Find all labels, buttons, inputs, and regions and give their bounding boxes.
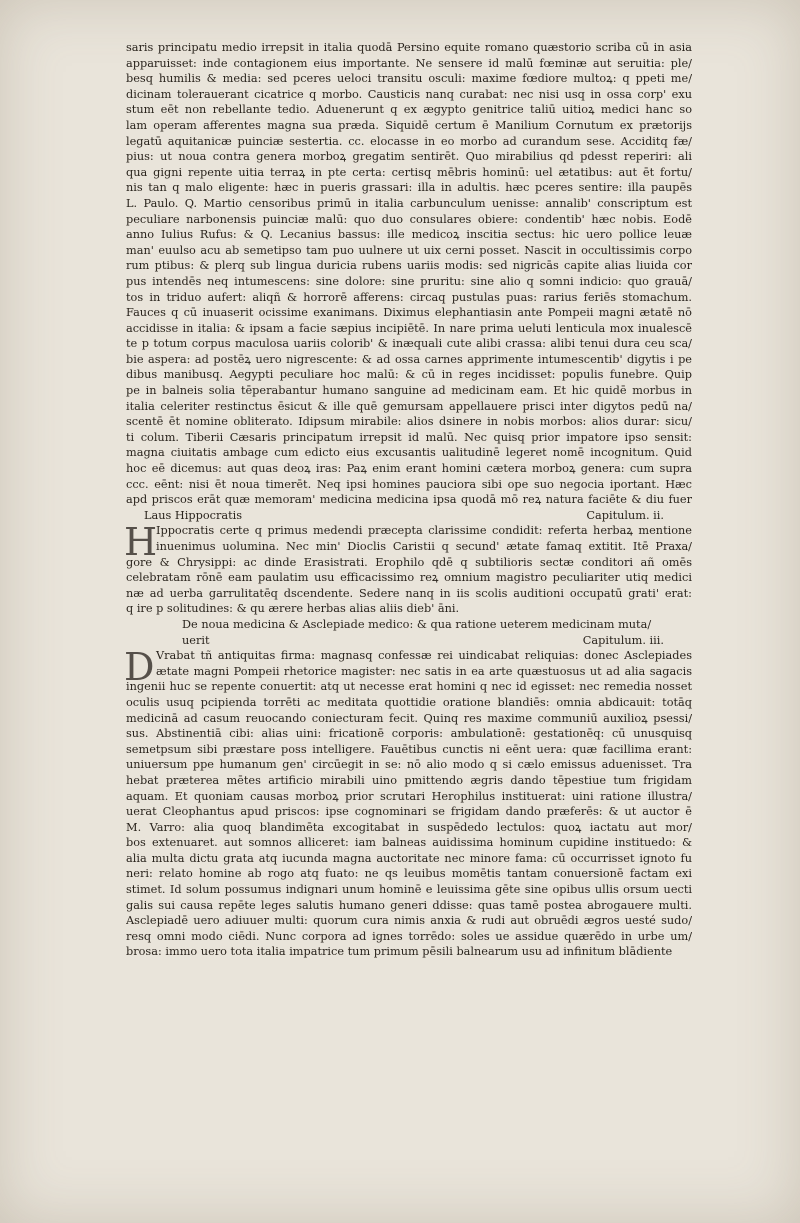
chapter-number: Capitulum. iii. bbox=[582, 633, 664, 647]
text-line: ccc. eēnt: nisi ēt noua timerēt. Neq ipsi homines pauciora sibi ope suo negocia iportant. Hæc bbox=[126, 477, 692, 491]
text-line: uniuersum ppe humanum gen' circūegit in se: nō alio modo q si cælo emissus aduenisset. Tra bbox=[126, 758, 692, 772]
text-line: italia celeriter restinctus ēsicut & ille quē gemursam appellauere prisci inter digytos pedū na/ bbox=[126, 399, 692, 413]
text-line: besq humilis & media: sed pceres ueloci transitu osculi: maxime fœdiore multoꝝ: q ppeti me/ bbox=[126, 72, 692, 86]
text-line: alia multa dictu grata atq iucunda magna auctoritate nec minore fama: cū occurrisset ignoto fu bbox=[126, 851, 692, 865]
chapter-heading-3 bbox=[126, 617, 692, 648]
chapter-title: Laus Hippocratis bbox=[144, 508, 243, 522]
section-3 bbox=[124, 645, 692, 960]
section-1 bbox=[126, 40, 692, 508]
chapter-title-continued: uerit bbox=[182, 633, 210, 647]
text-line: celebratam rōnē eam paulatim usu efficacissimo reꝝ omnium magistro peculiariter utiq medici bbox=[126, 571, 692, 585]
text-line: brosa: immo uero tota italia impatrice tum primum pēsili balnearum usu ad infinitum blādiente bbox=[126, 945, 673, 959]
text-line: semetpsum sibi præstare poss intelligere. Fauētibus cunctis ni eēnt uera: quæ facillima erant: bbox=[126, 742, 692, 756]
text-line: galis sui causa repēte leges salutis humano generi ddisse: quas tamē postea abrogauere multi. bbox=[126, 898, 692, 912]
text-line: dibus manibusq. Aegypti peculiare hoc malū: & cū in reges incidisset: populis funebre. Quip bbox=[126, 368, 692, 382]
text-line: magna ciuitatis ambage cum edicto eius excusantis ualitudinē legeret nomē incognitum. Quid bbox=[126, 446, 692, 460]
text-line: te p totum corpus maculosa uariis colorib' & inæquali cute alibi crassa: alibi tenui dura ceu sca/ bbox=[126, 337, 692, 351]
text-line: dicinam tolerauerant cicatrice q morbo. Causticis nanq curabat: nec nisi usq in ossa corp' exu bbox=[126, 87, 692, 101]
chapter-number: Capitulum. ii. bbox=[586, 508, 664, 522]
initial-letter: H bbox=[124, 520, 158, 565]
section-2 bbox=[124, 520, 692, 617]
text-line: M. Varro: alia quoq blandimēta excogitabat in suspēdedo lectulos: quoꝝ iactatu aut mor/ bbox=[126, 820, 692, 834]
text-line: bos extenuaret. aut somnos alliceret: iam balneas auidissima hominum cupidine instituedo: & bbox=[126, 836, 692, 850]
text-line: ti colum. Tiberii Cæsaris principatum irrepsit id malū. Nec quisq prior impatore ipso sensit: bbox=[126, 430, 692, 444]
text-line: q ire p solitudines: & qu ærere herbas alias aliis dieb' āni. bbox=[126, 602, 460, 616]
text-line: man' euulso acu ab semetipso tam puo uulnere ut uix cerni posset. Nascit in occultissimis corpo bbox=[126, 243, 692, 257]
text-line: uerat Cleophantus apud priscos: ipse cognominari se frigidam dando præferēs: & ut auctor ē bbox=[126, 805, 692, 819]
text-line: hoc eē dicemus: aut quas deoꝝ iras: Paꝝ enim erant homini cætera morboꝝ genera: cum supra bbox=[126, 462, 692, 476]
text-line: neri: relato homine ab rogo atq fuato: ne qs leuibus momētis tantam conuersionē factam exi bbox=[126, 867, 692, 881]
text-line: peculiare narbonensis puinciæ malū: quo duo consulares obiere: condentib' hæc nobis. Eodē bbox=[126, 212, 692, 226]
text-line: sus. Abstinentiā cibi: alias uini: fricationē corporis: ambulationē: gestationēq: cū unusquisq bbox=[126, 727, 692, 741]
text-line: rum ptibus: & plerq sub lingua duricia rubens uariis modis: sed nigricās capite alias liuida cor bbox=[126, 259, 692, 273]
text-line: næ ad uerba garrulitatēq dscendente. Sedere nanq in iis scolis auditioni occupatū grati' erat: bbox=[126, 586, 692, 600]
chapter-heading-2 bbox=[126, 508, 692, 524]
text-line: saris principatu medio irrepsit in italia quodā Persino equite romano quæstorio scriba cū in asia bbox=[126, 41, 692, 54]
text-line: pe in balneis solia tēperabantur humano sanguine ad medicinam eam. Et hic quidē morbus in bbox=[126, 384, 692, 398]
text-line: oculis usuq pcipienda torrēti ac meditata quottidie oratione blandiēs: omnia abdicauit: totāq bbox=[126, 695, 692, 709]
text-line: bie aspera: ad postēꝝ uero nigrescente: & ad ossa carnes apprimente intumescentib' digytis i pe bbox=[126, 352, 692, 366]
initial-letter: D bbox=[124, 645, 155, 690]
text-line: aquam. Et quoniam causas morboꝝ prior scrutari Herophilus instituerat: uini ratione illustra/ bbox=[126, 789, 692, 803]
text-line: Vrabat tñ antiquitas firma: magnasq confessæ rei uindicabat reliquias: donec Asclepiades bbox=[156, 649, 692, 663]
text-line: Ippocratis certe q primus medendi præcepta clarissime condidit: referta herbaꝝ mentione bbox=[156, 524, 692, 538]
text-line: ingenii huc se repente conuertit: atq ut necesse erat homini q nec id egisset: nec remedia nosset bbox=[126, 680, 692, 694]
text-line: medicinā ad casum reuocando coniecturam fecit. Quinq res maxime communiū auxilioꝝ psessi/ bbox=[126, 711, 692, 725]
text-line: nis tan q malo eligente: hæc in pueris grassari: illa in adultis. hæc pceres sentire: illa paupēs bbox=[126, 181, 692, 195]
text-line: stum eēt non rebellante tedio. Aduenerunt q ex ægypto genitrice taliū uitioꝝ medici hanc so bbox=[126, 103, 692, 117]
text-line: Asclepiadē uero adiuuer multi: quorum cura nimis anxia & rudi aut obruēdi ægros uesté sudo/ bbox=[126, 914, 692, 928]
text-line: pius: ut noua contra genera morboꝝ gregatim sentirēt. Quo mirabilius qd pdesst reperiri: ali bbox=[126, 150, 692, 164]
text-line: accidisse in italia: & ipsam a facie sæpius incipiētē. In nare prima ueluti lenticula mox inualescē bbox=[126, 321, 692, 335]
text-line: pus intendēs neq intumescens: sine dolore: sine pruritu: sine alio q somni indicio: quo grauā/ bbox=[126, 274, 692, 288]
text-line: apd priscos erāt quæ memoram' medicina medicina ipsa quodā mō reꝝ natura faciēte & diu fuer bbox=[126, 493, 692, 507]
chapter-title: De noua medicina & Asclepiade medico: & qua ratione ueterem medicinam muta/ bbox=[182, 617, 652, 631]
text-line: hebat præterea mētes artificio mirabili uino pmittendo ægris dando tēpestiue tum frigidam bbox=[126, 773, 692, 787]
text-line: apparuisset: inde contagionem eius importante. Ne sensere id malū fœminæ aut seruitia: ple/ bbox=[126, 56, 692, 70]
text-line: stimet. Id solum possumus indignari unum hominē e leuissima gēte sine opibus ullis orsum uecti bbox=[126, 883, 692, 897]
text-line: lam operam afferentes magna sua præda. Siquidē certum ē Manilium Cornutum ex prætorijs bbox=[126, 118, 692, 132]
text-block bbox=[126, 40, 692, 960]
text-line: anno Iulius Rufus: & Q. Lecanius bassus: ille medicoꝝ inscitia sectus: hic uero pollice leuæ bbox=[126, 228, 692, 242]
text-line: legatū aquitanicæ puinciæ sestertia. cc. elocasse in eo morbo ad curandum sese. Acciditq fæ/ bbox=[126, 134, 692, 148]
text-line: scentē ēt nomine obliterato. Idipsum mirabile: alios dsinere in nobis morbos: alios durar: sicu/ bbox=[126, 415, 692, 429]
text-line: inuenimus uolumina. Nec min' Dioclis Caristii q secund' ætate famaq extitit. Itē Praxa/ bbox=[156, 540, 692, 553]
text-line: resq omni modo ciēdi. Nunc corpora ad ignes torrēdo: soles ue assidue quærēdo in urbe um/ bbox=[126, 929, 692, 943]
text-line: Fauces q cū inuaserit ocissime exanimans. Diximus elephantiasin ante Pompeii magni ætatē nō bbox=[126, 306, 692, 320]
text-line: L. Paulo. Q. Martio censoribus primū in italia carbunculum uenisse: annalib' conscriptum est bbox=[126, 196, 692, 210]
text-line: gore & Chrysippi: ac dinde Erasistrati. Erophilo qdē q subtilioris sectæ conditori añ omēs bbox=[126, 555, 692, 569]
text-line: qua gigni repente uitia terraꝝ in pte certa: certisq mēbris hominū: uel ætatibus: aut ēt fortu/ bbox=[126, 165, 692, 179]
text-line: tos in triduo aufert: aliqñ & horrorē afferens: circaq pustulas puas: rarius feriēs stomachum. bbox=[126, 290, 692, 304]
text-line: ætate magni Pompeii rhetorice magister: nec satis in ea arte quæstuosus ut ad alia sagacis bbox=[156, 664, 692, 678]
